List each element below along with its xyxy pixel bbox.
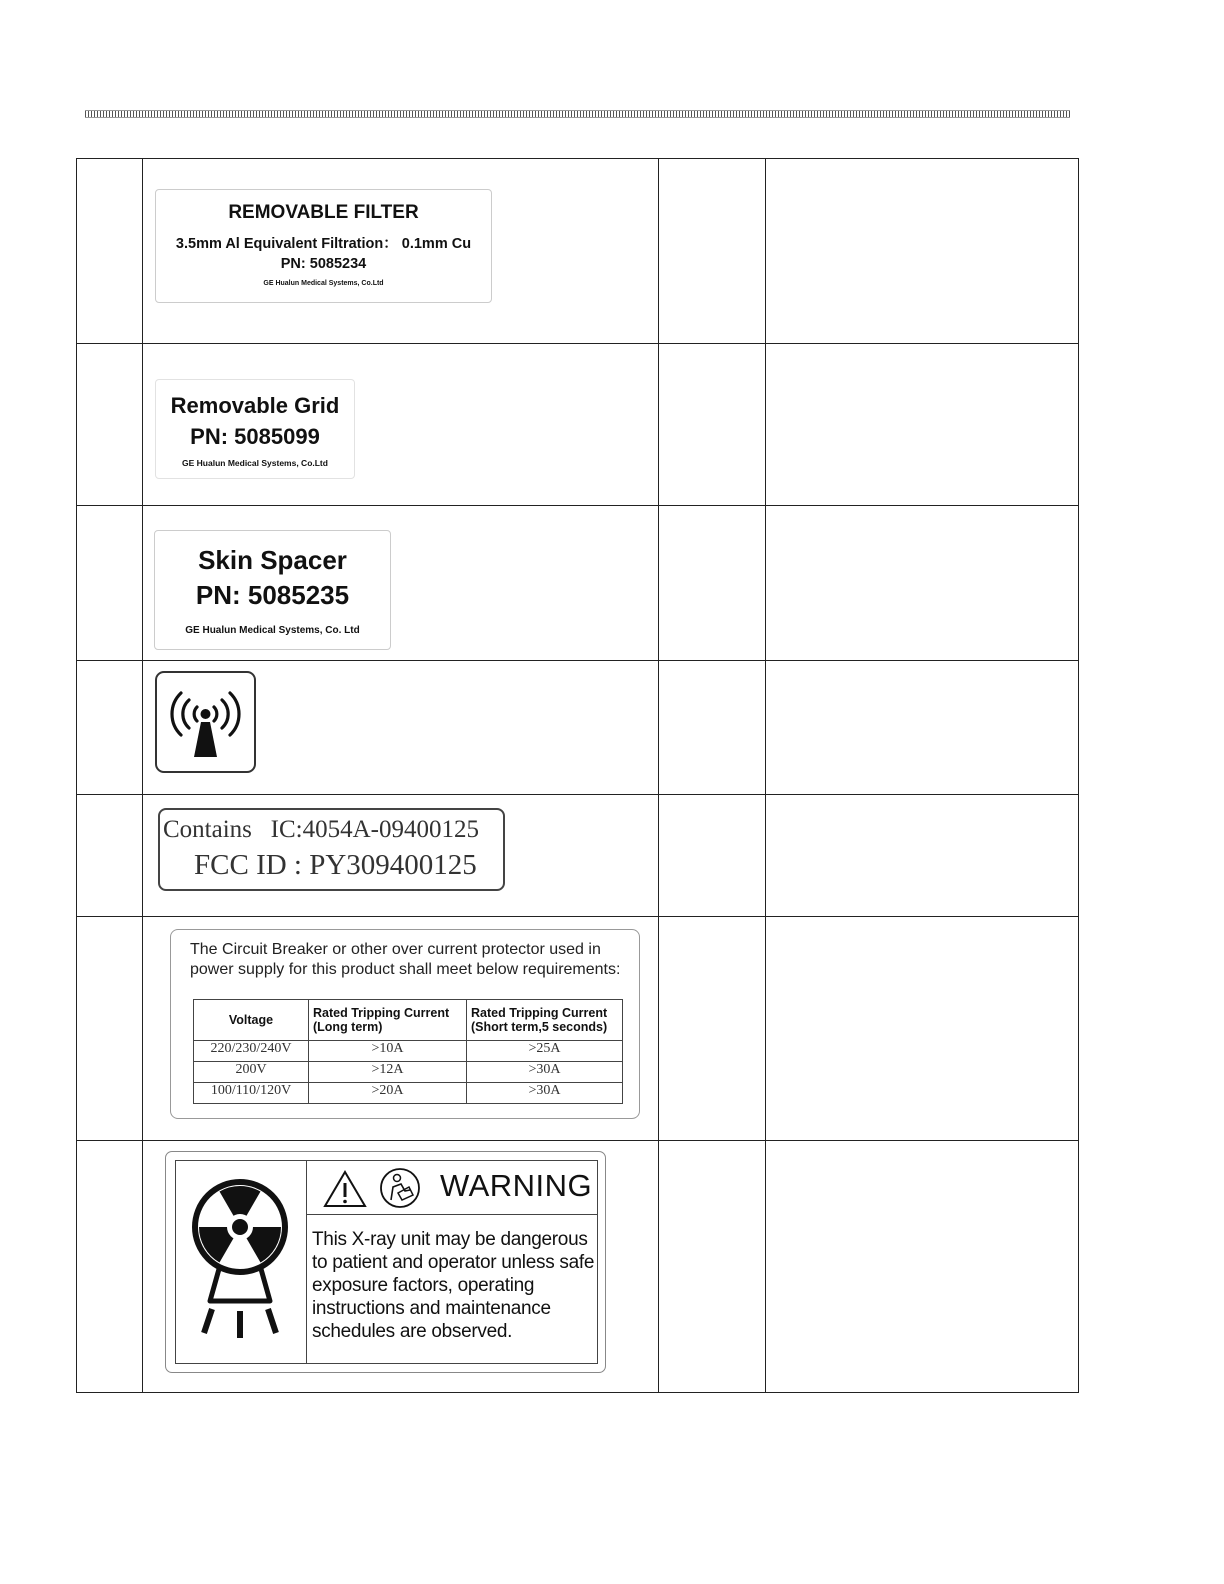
label-cell xyxy=(143,917,659,1141)
column-header: Rated Tripping Current (Long term) xyxy=(309,1000,467,1041)
label-maker: GE Hualun Medical Systems, Co. Ltd xyxy=(185,625,360,636)
warning-divider xyxy=(306,1161,307,1363)
warning-heading-divider xyxy=(306,1214,597,1215)
table-row xyxy=(77,159,1079,344)
label-cell xyxy=(143,661,659,795)
label-maker: GE Hualun Medical Systems, Co.Ltd xyxy=(263,280,384,287)
table-cell: >30A xyxy=(467,1062,623,1083)
table-row xyxy=(77,917,1079,1141)
column-header: Rated Tripping Current (Short term,5 seconds) xyxy=(467,1000,623,1041)
table-row xyxy=(77,1141,1079,1393)
removable-grid-label xyxy=(155,379,355,479)
fcc-ic-line: Contains IC:4054A-09400125 xyxy=(163,816,479,843)
circuit-breaker-label xyxy=(170,929,640,1119)
non-ionizing-radiation-icon xyxy=(157,673,254,771)
label-cell xyxy=(143,159,659,344)
label-pn: PN: 5085234 xyxy=(280,256,367,272)
non-ionizing-radiation-label xyxy=(155,671,256,773)
skin-spacer-label xyxy=(154,530,391,650)
table-cell: >30A xyxy=(467,1083,623,1104)
read-manual-icon xyxy=(379,1167,421,1209)
table-cell: >10A xyxy=(309,1041,467,1062)
header-rule xyxy=(85,110,1070,118)
radiation-tube-icon xyxy=(176,1161,306,1363)
circuit-breaker-intro: The Circuit Breaker or other over current protector used in power supply for this product shall meet below requirements: xyxy=(190,941,621,978)
table-row xyxy=(194,1041,623,1062)
table-cell: >20A xyxy=(309,1083,467,1104)
label-title: Removable Grid xyxy=(170,393,340,418)
table-cell: 100/110/120V xyxy=(194,1083,309,1104)
label-table xyxy=(76,158,1079,1393)
label-maker: GE Hualun Medical Systems, Co.Ltd xyxy=(182,458,328,468)
table-cell: 200V xyxy=(194,1062,309,1083)
label-title: REMOVABLE FILTER xyxy=(228,202,419,223)
table-row xyxy=(77,795,1079,917)
warning-triangle-icon xyxy=(322,1169,368,1209)
table-row xyxy=(77,344,1079,506)
label-cell xyxy=(143,795,659,917)
table-header-row xyxy=(194,1000,623,1041)
xray-warning-label xyxy=(165,1151,606,1373)
label-cell xyxy=(143,1141,659,1393)
circuit-breaker-table xyxy=(193,999,623,1104)
label-filtration: 3.5mm Al Equivalent Filtration： 0.1mm Cu xyxy=(175,236,472,252)
label-cell xyxy=(143,344,659,506)
table-cell: >25A xyxy=(467,1041,623,1062)
table-cell: 220/230/240V xyxy=(194,1041,309,1062)
fcc-id-line: FCC ID : PY309400125 xyxy=(194,849,477,881)
warning-text: This X-ray unit may be dangerous to patient and operator unless safe exposure factors, operating instructions and maintenance schedules are observed. xyxy=(312,1229,595,1342)
warning-heading: WARNING xyxy=(440,1168,593,1203)
warning-frame xyxy=(175,1160,598,1364)
table-cell: >12A xyxy=(309,1062,467,1083)
table-row xyxy=(194,1062,623,1083)
label-pn: PN: 5085099 xyxy=(190,424,320,449)
label-pn: PN: 5085235 xyxy=(195,580,350,610)
fcc-label xyxy=(158,808,505,891)
label-title: Skin Spacer xyxy=(198,545,347,575)
table-row xyxy=(194,1083,623,1104)
label-cell xyxy=(143,506,659,661)
removable-filter-label xyxy=(155,189,492,303)
table-row xyxy=(77,506,1079,661)
column-header: Voltage xyxy=(194,1000,309,1041)
table-row xyxy=(77,661,1079,795)
